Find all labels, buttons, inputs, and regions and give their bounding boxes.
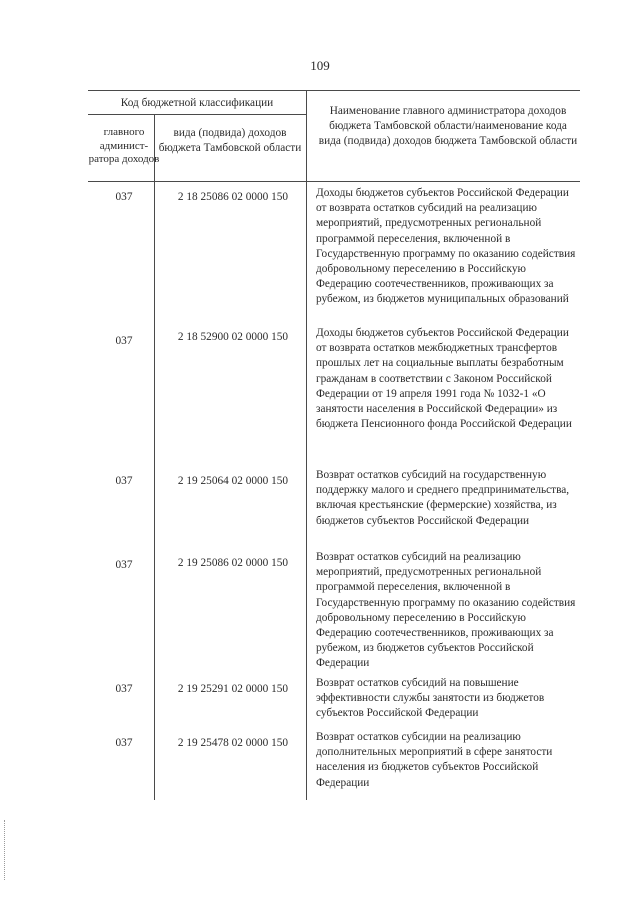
kbk-code: 2 19 25064 02 0000 150 [177,475,289,487]
header-col-kbk: вида (подвида) доходов бюджета Тамбовской области [158,127,302,155]
table-top-border [88,90,580,91]
kbk-code: 2 19 25291 02 0000 150 [177,683,289,695]
header-col-admin: главного админист-ратора доходов [88,126,160,166]
income-name: Возврат остатков субсидий на реализацию мероприятий, предусмотренных региональной программой переселения, включенной в Государственную программу по оказанию содействия добровольному переселению в Российскую Федерацию соотечественников, проживающих за рубежом, из бюджетов субъектов Российской Федерации [316,551,576,670]
header-bottom-border [88,181,580,182]
admin-code: 037 [115,559,133,571]
page-number: 109 [310,58,330,73]
income-name: Возврат остатков субсидий на повышение эффективности службы занятости из бюджетов субъектов Российской Федерации [316,677,545,720]
income-name: Доходы бюджетов субъектов Российской Федерации от возврата остатков межбюджетных трансфертов прошлых лет на социальные выплаты безработным гражданам в соответствии с Законом Российской Федерации от 19 апреля 1991 года № 1032-1 «О занятости населения в Российской Федерации» из бюджета Пенсионного фонда Российской Федерации [316,327,572,431]
kbk-code: 2 18 25086 02 0000 150 [177,191,289,203]
kbk-code: 2 18 52900 02 0000 150 [177,331,289,343]
header-group-divider [88,114,306,115]
header-col-name: Наименование главного администратора доходов бюджета Тамбовской области/наименование кода вида (подвида) доходов бюджета Тамбовской области [318,105,578,148]
income-name: Возврат остатков субсидии на реализацию дополнительных мероприятий в сфере занятости населения из бюджетов субъектов Российской Федерации [316,731,553,789]
admin-code: 037 [115,475,133,487]
header-group-title: Код бюджетной классификации [120,97,274,109]
admin-code: 037 [115,683,133,695]
admin-code: 037 [115,737,133,749]
admin-code: 037 [115,335,133,347]
income-name: Возврат остатков субсидий на государственную поддержку малого и среднего предпринимательства, включая крестьянские (фермерские) хозяйства, из бюджетов субъектов Российской Федерации [316,469,570,527]
margin-binding-marks [4,820,7,880]
admin-code: 037 [115,191,133,203]
kbk-code: 2 19 25478 02 0000 150 [177,737,289,749]
income-name: Доходы бюджетов субъектов Российской Федерации от возврата остатков субсидий на реализацию мероприятий, предусмотренных региональной программой переселения, включенной в Государственную программу по оказанию содействия добровольному переселению в Российскую Федерацию соотечественников, проживающих за рубежом, из бюджетов муниципальных образований [316,187,576,306]
column-divider-right [306,90,307,800]
kbk-code: 2 19 25086 02 0000 150 [177,557,289,569]
